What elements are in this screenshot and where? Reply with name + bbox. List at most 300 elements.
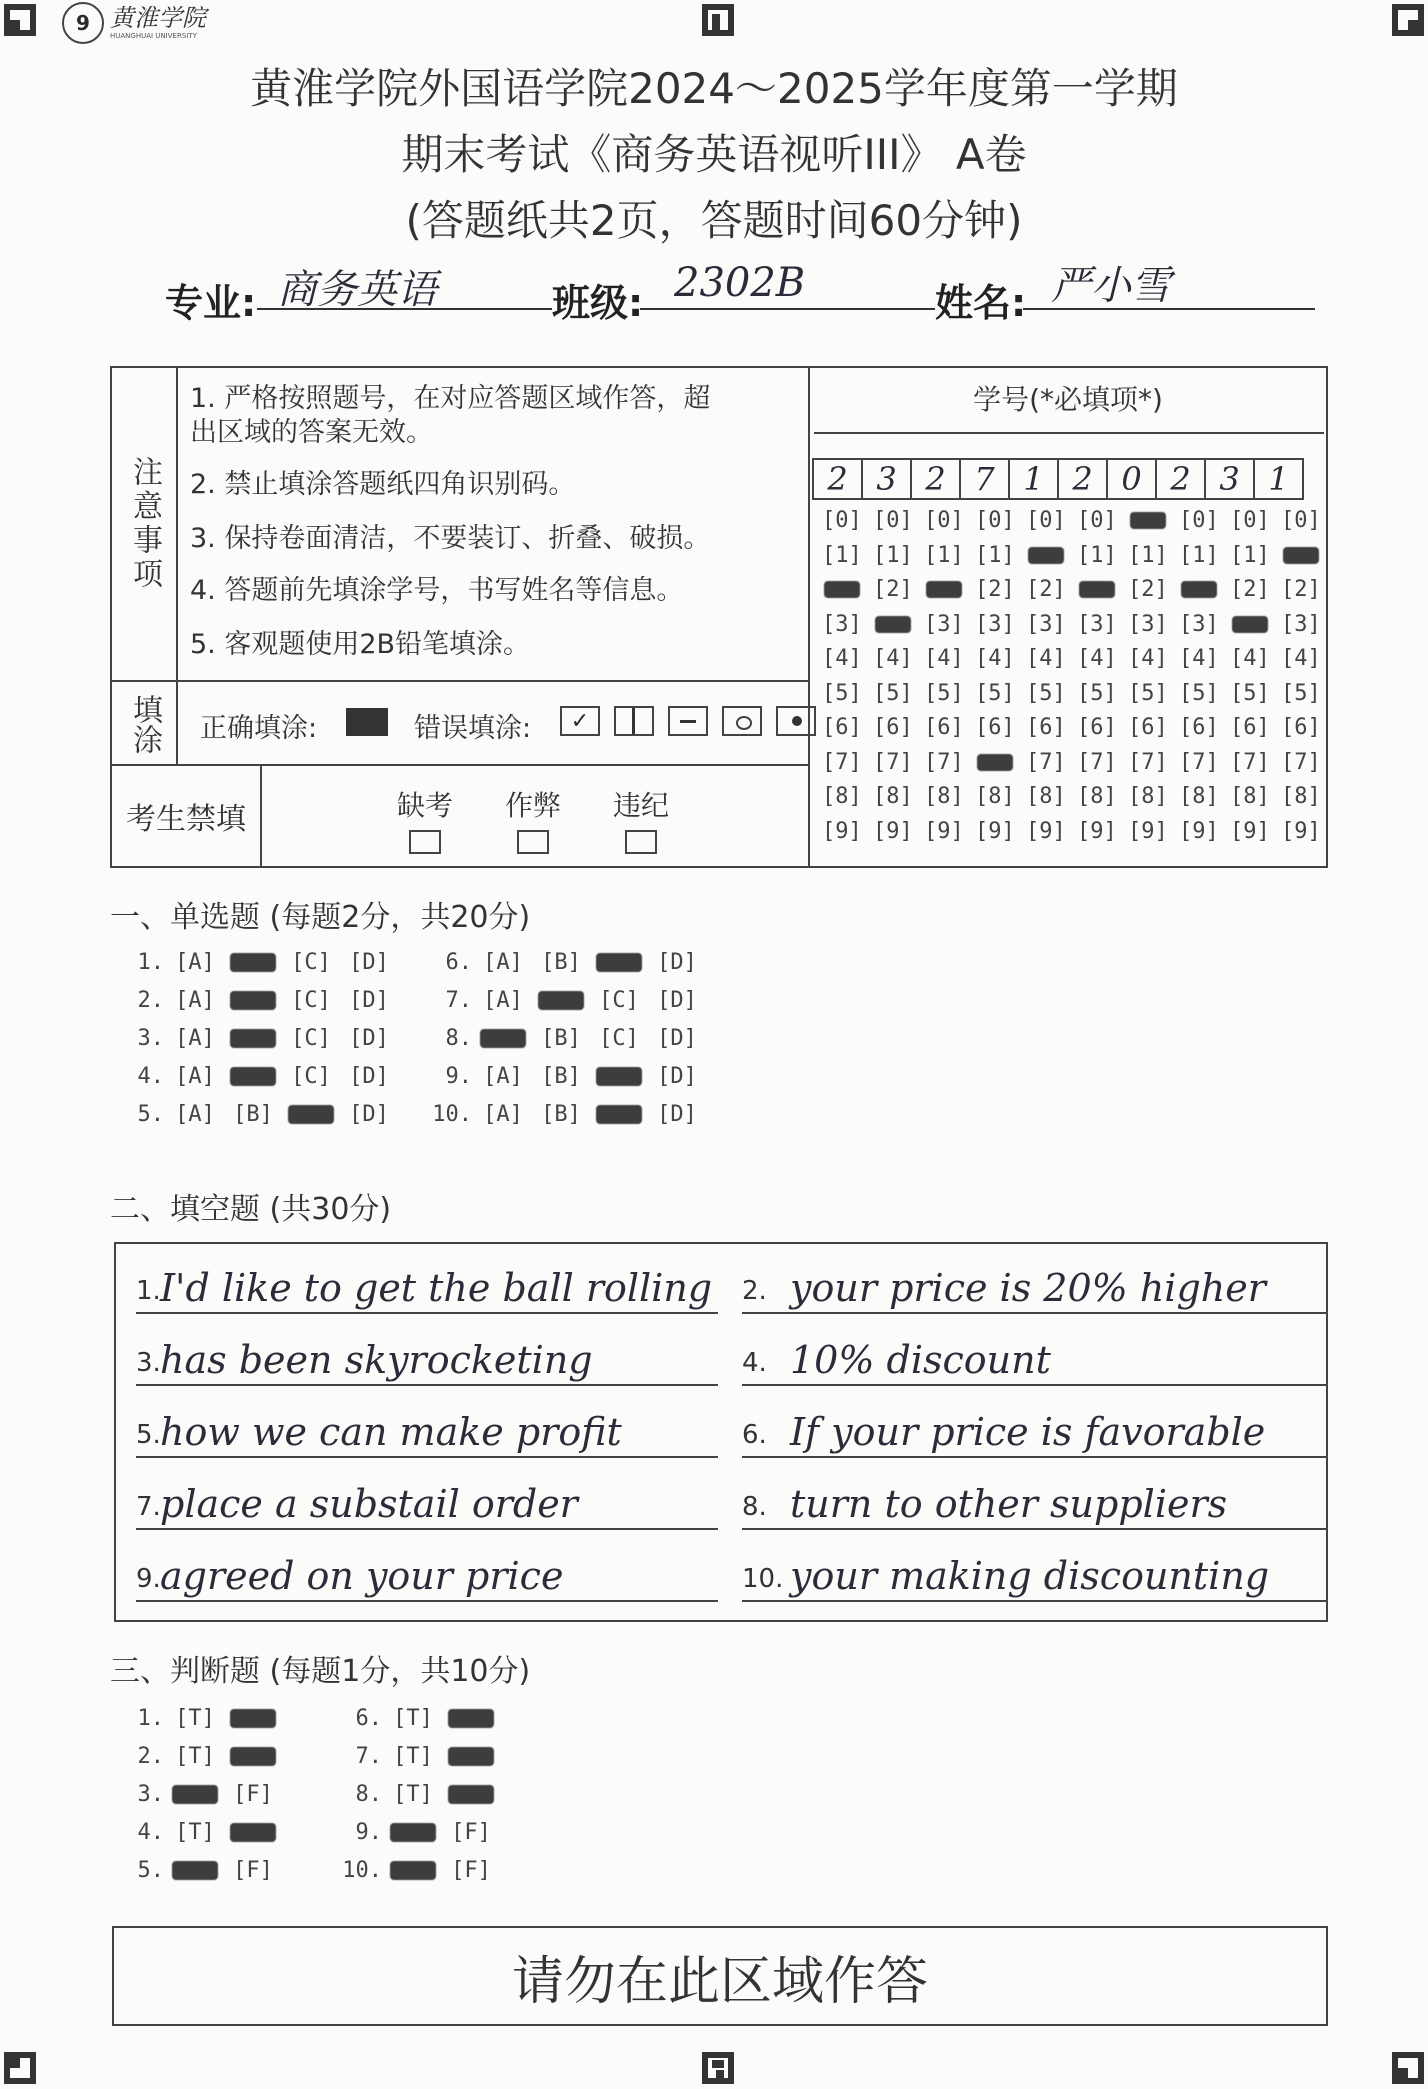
student-id-bubble[interactable]: [7] <box>873 749 913 775</box>
fill-blank-answer: 10% discount <box>790 1338 1051 1382</box>
fill-blank-number: 9. <box>136 1564 161 1594</box>
question-number: 8. <box>445 1026 472 1051</box>
student-id-digit-box[interactable]: 3 <box>861 458 912 500</box>
check-mark-icon: ✓ <box>560 706 600 736</box>
choice-option-a[interactable]: [A] <box>175 1026 215 1051</box>
choice-option-b[interactable]: [B] <box>233 1102 273 1127</box>
section2-title: 二、填空题 (共30分) <box>110 1192 392 1227</box>
student-id-bubble[interactable]: [6] <box>975 715 1015 740</box>
student-id-digit-box[interactable]: 2 <box>812 458 863 500</box>
student-id-digit-box[interactable]: 3 <box>1204 458 1255 500</box>
judge-option-f[interactable]: [F] <box>233 1782 273 1807</box>
student-id-bubble[interactable]: [1] <box>1128 542 1168 568</box>
choice-option-c[interactable]: [C] <box>291 1064 331 1089</box>
choice-option-a[interactable]: [A] <box>483 1102 523 1127</box>
judge-question-row <box>120 1706 282 1731</box>
section3-title: 三、判断题 (每题1分，共10分) <box>110 1654 531 1689</box>
student-id-bubble[interactable]: [3] <box>924 611 964 637</box>
student-id-bubble[interactable]: [0] <box>1077 508 1117 533</box>
exam-title-line2: 期末考试《商务英语视听III》 A卷 <box>401 130 1027 179</box>
notice-panel <box>110 366 810 868</box>
fill-blank-number: 5. <box>136 1420 161 1450</box>
student-id-bubble[interactable] <box>1179 577 1219 602</box>
fill-blank-answer: has been skyrocketing <box>160 1338 593 1382</box>
fill-blank-number: 3. <box>136 1348 161 1378</box>
question-number: 6. <box>355 1706 382 1731</box>
fill-blank-item[interactable] <box>742 1252 1326 1314</box>
fill-blank-item[interactable] <box>742 1468 1326 1530</box>
student-id-bubble[interactable]: [7] <box>1128 749 1168 775</box>
choice-option-b[interactable]: [B] <box>541 1064 581 1089</box>
violation-option <box>606 784 676 858</box>
student-id-panel <box>810 366 1328 868</box>
forbidden-row <box>112 766 808 866</box>
choice-option-d[interactable]: [D] <box>657 988 697 1013</box>
vertical-line-icon <box>614 706 654 736</box>
fill-blank-item[interactable] <box>742 1540 1326 1602</box>
student-id-bubble[interactable]: [6] <box>822 715 862 740</box>
student-id-bubble[interactable]: [8] <box>1230 784 1270 809</box>
fill-blank-item[interactable] <box>136 1324 718 1386</box>
choice-question-row <box>120 1102 398 1127</box>
fill-blank-item[interactable] <box>742 1396 1326 1458</box>
choice-option-c[interactable]: [C] <box>291 1026 331 1051</box>
student-id-bubble[interactable]: [8] <box>1077 784 1117 809</box>
notice-side-label: 注意事项 <box>127 456 162 592</box>
choice-option-b[interactable] <box>224 950 282 975</box>
student-id-bubble[interactable]: [0] <box>873 508 913 533</box>
student-info-row <box>165 258 1315 325</box>
student-id-bubble[interactable]: [6] <box>1026 715 1066 740</box>
student-id-bubble[interactable]: [2] <box>1230 577 1270 602</box>
fill-blank-answer: turn to other suppliers <box>790 1482 1228 1526</box>
corner-marker-bottom-left <box>4 2052 36 2084</box>
major-label: 专业: <box>165 281 257 325</box>
fill-blank-answer: agreed on your price <box>160 1554 564 1598</box>
question-number: 4. <box>137 1064 164 1089</box>
choice-option-d[interactable]: [D] <box>349 1102 389 1127</box>
student-id-bubble[interactable]: [4] <box>822 646 862 671</box>
student-id-bubble[interactable]: [7] <box>1230 749 1270 775</box>
choice-question-row <box>120 988 398 1013</box>
student-id-bubble[interactable]: [4] <box>1128 646 1168 671</box>
corner-marker-top-center <box>702 4 734 36</box>
correct-fill-sample <box>346 708 388 736</box>
student-id-bubble[interactable]: [8] <box>873 784 913 809</box>
judge-option-t[interactable]: [T] <box>393 1706 433 1731</box>
fill-blank-answer: place a substail order <box>160 1482 578 1526</box>
cheat-option <box>498 784 568 858</box>
question-number: 5. <box>137 1102 164 1127</box>
student-id-bubble[interactable]: [7] <box>924 749 964 775</box>
section1-answers <box>110 950 730 1150</box>
judge-option-f[interactable] <box>224 1706 282 1731</box>
student-id-digit-box[interactable]: 0 <box>1106 458 1157 500</box>
logo-en-text: HUANGHUAI UNIVERSITY <box>110 32 197 40</box>
judge-option-f[interactable] <box>442 1744 500 1769</box>
no-answer-zone <box>112 1926 1328 2026</box>
section1-title: 一、单选题 (每题2分，共20分) <box>110 900 531 935</box>
no-answer-text: 请勿在此区域作答 <box>511 1951 928 2012</box>
student-id-bubble[interactable]: [6] <box>1230 715 1270 740</box>
student-id-bubble[interactable]: [6] <box>1077 715 1117 740</box>
fill-blank-answer: your price is 20% higher <box>790 1266 1266 1310</box>
student-id-bubble[interactable]: [3] <box>1179 611 1219 637</box>
student-id-bubble[interactable]: [0] <box>1179 508 1219 533</box>
student-id-bubble[interactable]: [0] <box>975 508 1015 533</box>
choice-option-a[interactable]: [A] <box>175 988 215 1013</box>
judge-option-t[interactable]: [T] <box>175 1820 215 1845</box>
question-number: 7. <box>355 1744 382 1769</box>
student-id-bubble[interactable]: [5] <box>1128 680 1168 706</box>
fill-blank-number: 7. <box>136 1492 161 1522</box>
violation-checkbox[interactable] <box>625 830 657 854</box>
exam-title-line3: (答题纸共2页，答题时间60分钟) <box>405 196 1023 245</box>
fill-blank-answer: how we can make profit <box>160 1410 622 1454</box>
judge-question-row <box>120 1820 282 1845</box>
student-id-bubble[interactable] <box>924 577 964 602</box>
student-id-bubble[interactable]: [8] <box>822 784 862 809</box>
violation-label: 违纪 <box>612 789 669 822</box>
question-number: 2. <box>137 1744 164 1769</box>
student-id-bubble[interactable]: [4] <box>1026 646 1066 671</box>
judge-option-f[interactable]: [F] <box>451 1858 491 1883</box>
student-id-bubble[interactable]: [8] <box>1179 784 1219 809</box>
student-id-bubble[interactable] <box>975 750 1015 775</box>
student-id-bubble[interactable]: [1] <box>873 542 913 568</box>
correct-fill-label: 正确填涂: <box>200 713 318 744</box>
logo-text: 黄淮学院 <box>110 4 206 32</box>
choice-option-c[interactable]: [C] <box>291 988 331 1013</box>
question-number: 5. <box>137 1858 164 1883</box>
corner-marker-bottom-right <box>1392 2052 1424 2084</box>
student-id-bubble[interactable]: [9] <box>1077 818 1117 844</box>
question-number: 6. <box>445 950 472 975</box>
question-number: 7. <box>445 988 472 1013</box>
corner-marker-bottom-center <box>702 2052 734 2084</box>
student-id-bubble[interactable]: [2] <box>1281 577 1321 602</box>
notice-item-5: 5. 客观题使用2B铅笔填涂。 <box>190 629 531 660</box>
absent-checkbox[interactable] <box>409 830 441 854</box>
choice-option-b[interactable]: [B] <box>541 1026 581 1051</box>
student-id-bubble[interactable]: [3] <box>822 611 862 637</box>
notice-item-3: 3. 保持卷面清洁，不要装订、折叠、破损。 <box>190 523 711 554</box>
student-id-bubble[interactable]: [9] <box>822 818 862 844</box>
choice-question-row <box>428 950 706 975</box>
question-number: 1. <box>137 1706 164 1731</box>
choice-option-b[interactable] <box>224 1064 282 1089</box>
question-number: 2. <box>137 988 164 1013</box>
fill-blank-number: 8. <box>742 1492 767 1522</box>
student-id-digit-box[interactable]: 2 <box>1155 458 1206 500</box>
student-id-bubble[interactable]: [4] <box>873 646 913 671</box>
fill-blank-answer: If your price is favorable <box>790 1410 1266 1454</box>
judge-option-f[interactable] <box>442 1782 500 1807</box>
cheat-label: 作弊 <box>504 789 561 822</box>
student-id-bubble[interactable] <box>822 577 862 602</box>
student-id-bubble[interactable]: [6] <box>1281 715 1321 740</box>
student-id-bubble[interactable]: [2] <box>873 577 913 602</box>
fill-blank-number: 4. <box>742 1348 767 1378</box>
student-id-digit-box[interactable]: 1 <box>1253 458 1304 500</box>
cheat-checkbox[interactable] <box>517 830 549 854</box>
student-id-bubble[interactable]: [0] <box>1026 508 1066 533</box>
choice-option-a[interactable]: [A] <box>483 988 523 1013</box>
judge-option-t[interactable]: [T] <box>175 1744 215 1769</box>
student-id-bubble[interactable]: [4] <box>975 646 1015 671</box>
student-id-bubble[interactable]: [8] <box>924 784 964 809</box>
student-id-bubble[interactable]: [2] <box>1128 577 1168 602</box>
question-number: 3. <box>137 1782 164 1807</box>
fill-guide-row <box>112 680 808 766</box>
choice-option-c[interactable]: [C] <box>291 950 331 975</box>
absent-label: 缺考 <box>396 789 453 822</box>
student-id-bubble[interactable]: [9] <box>1179 818 1219 844</box>
choice-question-row <box>428 988 706 1013</box>
choice-option-b[interactable] <box>532 988 590 1013</box>
judge-question-row <box>338 1706 500 1731</box>
question-number: 10. <box>432 1102 472 1127</box>
question-number: 10. <box>342 1858 382 1883</box>
fill-guide-side-label: 填涂 <box>127 694 162 754</box>
judge-question-row <box>338 1744 500 1769</box>
judge-option-f[interactable] <box>224 1820 282 1845</box>
choice-option-a[interactable]: [A] <box>483 1064 523 1089</box>
student-id-bubble[interactable]: [1] <box>1077 542 1117 568</box>
choice-option-d[interactable]: [D] <box>657 1102 697 1127</box>
judge-option-t[interactable] <box>384 1820 442 1845</box>
major-value: 商务英语 <box>277 267 437 313</box>
student-id-bubble[interactable]: [8] <box>975 784 1015 809</box>
forbidden-label: 考生禁填 <box>126 802 246 837</box>
choice-option-c[interactable] <box>590 1064 648 1089</box>
university-logo <box>62 2 222 44</box>
student-id-bubble[interactable]: [3] <box>1281 611 1321 637</box>
class-field[interactable] <box>640 258 940 310</box>
fill-blank-item[interactable] <box>136 1540 718 1602</box>
student-id-bubble[interactable]: [8] <box>1026 784 1066 809</box>
choice-question-row <box>120 1026 398 1051</box>
student-id-bubble[interactable]: [2] <box>975 577 1015 602</box>
notice-item-1b: 出区域的答案无效。 <box>190 417 433 448</box>
choice-option-d[interactable]: [D] <box>349 1026 389 1051</box>
judge-option-f[interactable] <box>442 1706 500 1731</box>
fill-blank-number: 6. <box>742 1420 767 1450</box>
student-id-bubble[interactable]: [1] <box>822 542 862 568</box>
student-id-bubble[interactable]: [1] <box>924 542 964 568</box>
choice-option-d[interactable]: [D] <box>349 950 389 975</box>
judge-option-t[interactable] <box>384 1858 442 1883</box>
judge-option-t[interactable]: [T] <box>175 1706 215 1731</box>
student-id-bubble[interactable]: [5] <box>1281 680 1321 706</box>
judge-option-f[interactable]: [F] <box>451 1820 491 1845</box>
section2-answer-box <box>114 1242 1328 1622</box>
choice-option-b[interactable] <box>224 988 282 1013</box>
name-label: 姓名: <box>935 272 1026 327</box>
student-id-bubble[interactable]: [9] <box>1281 818 1321 844</box>
student-id-bubble[interactable]: [4] <box>1077 646 1117 671</box>
corner-marker-top-left <box>4 4 36 36</box>
student-id-bubble[interactable]: [2] <box>1026 577 1066 602</box>
class-value: 2302B <box>674 260 806 306</box>
choice-option-a[interactable]: [A] <box>175 950 215 975</box>
student-id-bubble[interactable]: [5] <box>873 680 913 706</box>
student-id-digit-box[interactable]: 1 <box>1008 458 1059 500</box>
student-id-bubble[interactable] <box>1128 508 1168 533</box>
name-field[interactable] <box>1023 258 1315 310</box>
choice-option-c[interactable] <box>590 950 648 975</box>
student-id-bubble[interactable]: [8] <box>1128 784 1168 809</box>
student-id-bubble[interactable]: [1] <box>975 542 1015 568</box>
student-id-bubble[interactable]: [0] <box>822 508 862 533</box>
student-id-bubble[interactable]: [5] <box>1179 680 1219 706</box>
choice-option-a[interactable] <box>474 1026 532 1051</box>
choice-question-row <box>428 1064 706 1089</box>
choice-question-row <box>428 1102 706 1127</box>
fill-blank-item[interactable] <box>136 1252 718 1314</box>
choice-question-row <box>428 1026 706 1051</box>
student-id-bubble[interactable]: [6] <box>873 715 913 740</box>
choice-option-c[interactable]: [C] <box>599 1026 639 1051</box>
student-id-bubble[interactable] <box>1026 543 1066 568</box>
question-number: 9. <box>445 1064 472 1089</box>
class-label: 班级: <box>552 272 643 327</box>
fill-blank-item[interactable] <box>136 1468 718 1530</box>
student-id-bubble[interactable]: [7] <box>1026 749 1066 775</box>
choice-option-d[interactable]: [D] <box>657 1026 697 1051</box>
student-id-bubble[interactable]: [9] <box>1128 818 1168 844</box>
choice-option-c[interactable] <box>282 1102 340 1127</box>
choice-option-d[interactable]: [D] <box>657 1064 697 1089</box>
question-number: 3. <box>137 1026 164 1051</box>
fill-blank-number: 2. <box>742 1276 767 1306</box>
student-id-bubble[interactable]: [0] <box>924 508 964 533</box>
student-id-bubble[interactable]: [4] <box>1179 646 1219 671</box>
question-number: 4. <box>137 1820 164 1845</box>
choice-option-c[interactable]: [C] <box>599 988 639 1013</box>
student-id-bubble[interactable]: [5] <box>924 680 964 706</box>
judge-option-f[interactable] <box>224 1744 282 1769</box>
student-id-bubble[interactable]: [7] <box>1077 749 1117 775</box>
student-id-bubble[interactable] <box>873 612 913 637</box>
choice-option-a[interactable]: [A] <box>483 950 523 975</box>
student-id-bubble[interactable]: [7] <box>1281 749 1321 775</box>
corner-marker-top-right <box>1392 4 1424 36</box>
student-id-digit-box[interactable]: 2 <box>1057 458 1108 500</box>
student-id-bubble[interactable] <box>1230 612 1270 637</box>
choice-option-a[interactable]: [A] <box>175 1064 215 1089</box>
judge-option-t[interactable]: [T] <box>393 1782 433 1807</box>
judge-question-row <box>338 1782 500 1807</box>
student-id-bubble[interactable]: [5] <box>975 680 1015 706</box>
student-id-bubble[interactable]: [5] <box>822 680 862 706</box>
fill-blank-answer: your making discounting <box>790 1554 1270 1598</box>
judge-question-row <box>338 1858 500 1883</box>
section3-answers <box>110 1706 610 1906</box>
choice-option-a[interactable]: [A] <box>175 1102 215 1127</box>
student-id-bubble[interactable]: [4] <box>1281 646 1321 671</box>
student-id-bubble[interactable] <box>1281 543 1321 568</box>
student-id-bubble[interactable]: [3] <box>1077 611 1117 637</box>
notice-item-2: 2. 禁止填涂答题纸四角识别码。 <box>190 469 576 500</box>
choice-question-row <box>120 1064 398 1089</box>
student-id-bubble[interactable]: [5] <box>1026 680 1066 706</box>
choice-option-d[interactable]: [D] <box>657 950 697 975</box>
judge-question-row <box>120 1744 282 1769</box>
student-id-digit-box[interactable]: 2 <box>910 458 961 500</box>
choice-option-c[interactable] <box>590 1102 648 1127</box>
student-id-bubble[interactable]: [0] <box>1281 508 1321 533</box>
notice-item-1a: 1. 严格按照题号，在对应答题区域作答，超 <box>190 383 711 414</box>
student-id-bubble[interactable]: [6] <box>1179 715 1219 740</box>
student-id-bubble[interactable]: [9] <box>1230 818 1270 844</box>
choice-option-d[interactable]: [D] <box>349 988 389 1013</box>
student-id-bubble[interactable]: [4] <box>1230 646 1270 671</box>
notice-item-4: 4. 答题前先填涂学号，书写姓名等信息。 <box>190 575 684 606</box>
student-id-digit-box[interactable]: 7 <box>959 458 1010 500</box>
student-id-bubble-grid <box>810 508 1326 868</box>
student-id-bubble[interactable]: [3] <box>975 611 1015 637</box>
student-id-bubble[interactable]: [9] <box>1026 818 1066 844</box>
student-id-bubble[interactable] <box>1077 577 1117 602</box>
student-id-bubble[interactable]: [1] <box>1230 542 1270 568</box>
student-id-bubble[interactable]: [7] <box>822 749 862 775</box>
student-id-digits-row <box>814 458 1326 500</box>
wrong-fill-label: 错误填涂: <box>414 713 532 744</box>
student-id-bubble[interactable]: [7] <box>1179 749 1219 775</box>
fill-blank-number: 10. <box>742 1564 784 1594</box>
question-number: 9. <box>355 1820 382 1845</box>
student-id-bubble[interactable]: [6] <box>1128 715 1168 740</box>
choice-option-b[interactable]: [B] <box>541 1102 581 1127</box>
student-id-bubble[interactable]: [9] <box>873 818 913 844</box>
choice-question-row <box>120 950 398 975</box>
name-value: 严小雪 <box>1051 263 1171 309</box>
student-id-bubble[interactable]: [3] <box>1128 611 1168 637</box>
exam-title-line1: 黄淮学院外国语学院2024～2025学年度第一学期 <box>250 64 1178 113</box>
small-circle-icon <box>722 706 762 736</box>
judge-question-row <box>338 1820 500 1845</box>
fill-blank-item[interactable] <box>136 1396 718 1458</box>
student-id-bubble[interactable]: [1] <box>1179 542 1219 568</box>
question-number: 8. <box>355 1782 382 1807</box>
dash-icon <box>668 706 708 736</box>
student-id-bubble[interactable]: [4] <box>924 646 964 671</box>
absent-option <box>390 784 460 858</box>
judge-option-t[interactable] <box>166 1858 224 1883</box>
student-id-bubble[interactable]: [9] <box>924 818 964 844</box>
student-id-bubble[interactable]: [6] <box>924 715 964 740</box>
student-id-header: 学号(*必填项*) <box>973 383 1163 416</box>
choice-option-b[interactable] <box>224 1026 282 1051</box>
fill-blank-answer: I'd like to get the ball rolling <box>160 1266 713 1310</box>
judge-option-t[interactable] <box>166 1782 224 1807</box>
wrong-fill-samples <box>560 706 816 736</box>
fill-blank-number: 1. <box>136 1276 161 1306</box>
fill-blank-item[interactable] <box>742 1324 1326 1386</box>
judge-option-f[interactable]: [F] <box>233 1858 273 1883</box>
choice-option-d[interactable]: [D] <box>349 1064 389 1089</box>
student-id-bubble[interactable]: [5] <box>1077 680 1117 706</box>
choice-option-b[interactable]: [B] <box>541 950 581 975</box>
question-number: 1. <box>137 950 164 975</box>
student-id-bubble[interactable]: [5] <box>1230 680 1270 706</box>
student-id-bubble[interactable]: [3] <box>1026 611 1066 637</box>
student-id-bubble[interactable]: [9] <box>975 818 1015 844</box>
student-id-bubble[interactable]: [0] <box>1230 508 1270 533</box>
student-id-bubble[interactable]: [8] <box>1281 784 1321 809</box>
judge-option-t[interactable]: [T] <box>393 1744 433 1769</box>
